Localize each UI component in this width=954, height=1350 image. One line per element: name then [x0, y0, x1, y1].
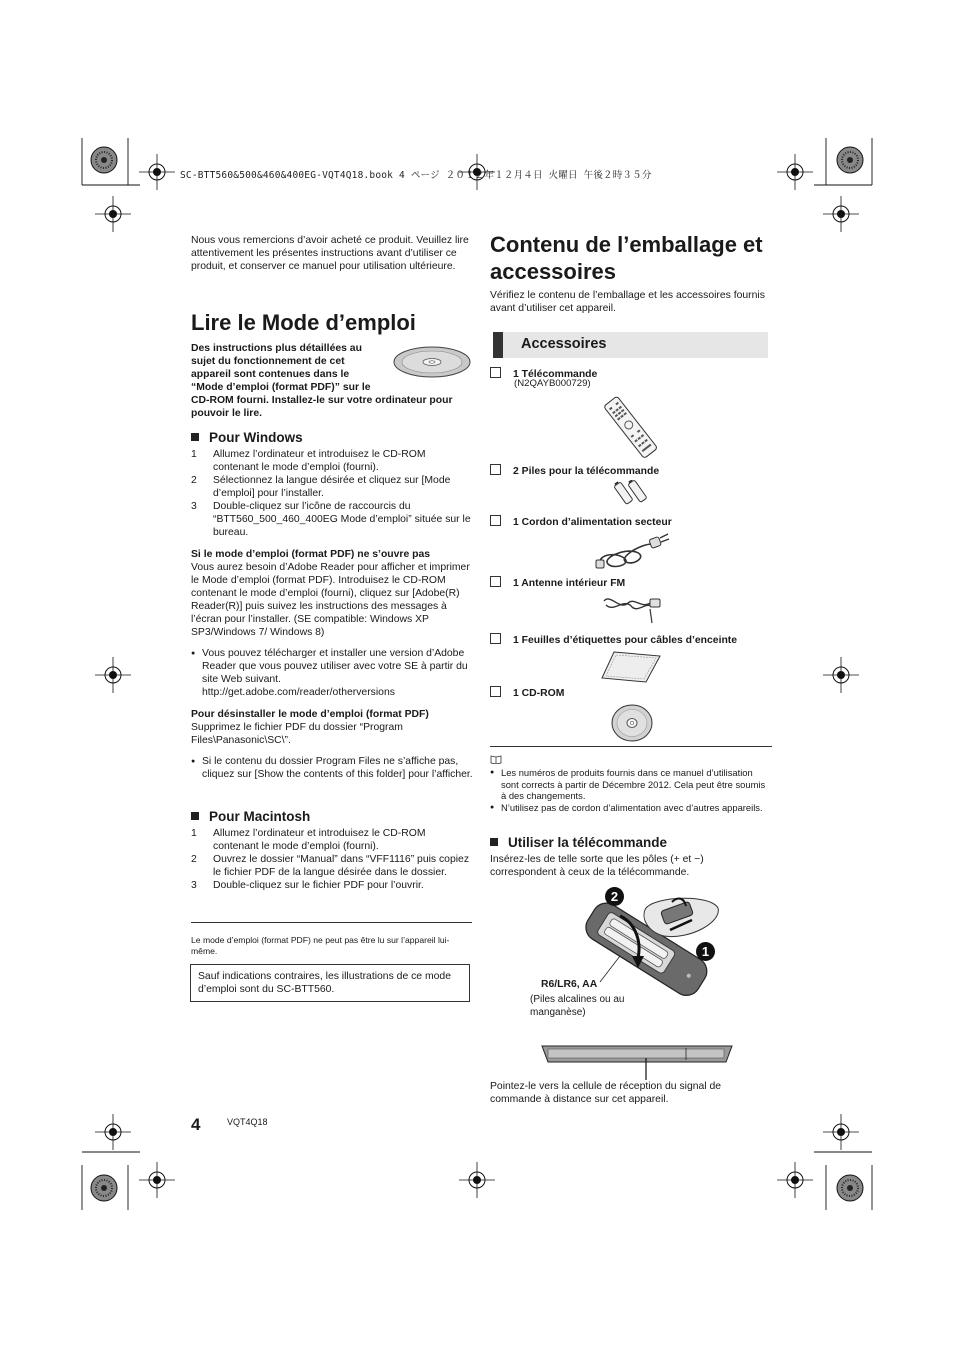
star-mark-tr [837, 147, 863, 173]
notes-divider [490, 746, 772, 747]
accessories-heading-bar [493, 332, 768, 358]
note-item: ● Les numéros de produits fournis dans ce manuel d’utilisation sont corrects à partir de Décembre 2012. Cela peut être soumis à des changements. [490, 767, 772, 802]
square-bullet-icon [191, 812, 199, 820]
note-box [190, 964, 470, 1002]
list-item: 3 Double-cliquez sur le fichier PDF pour l’ouvrir. [191, 880, 424, 891]
step-2-badge: 2 [605, 887, 624, 906]
footnote: Le mode d’emploi (format PDF) ne peut pas être lu sur l’appareil lui-même. [191, 934, 450, 957]
accessory-item-fm-antenna: 1 Antenne intérieur FM [490, 573, 625, 591]
intro-text: Nous vous remercions d’avoir acheté ce produit. Veuillez lire attentivement les présentes instructions avant d’utiliser ce produit, et conserver ce manuel pour utilisation ultérieure. [191, 235, 469, 272]
pdf-text: Vous aurez besoin d’Adobe Reader pour afficher et imprimer le Mode d’emploi (format PDF). Introduisez le CD-ROM contenant le mode d’emploi (fourni), cliquez sur [Adobe(R) Reader(R)] puis suivez les instructions des messages à l’écran pour l’installer. (SE compatible: Windows XP SP3/Windows 7/ Windows 8) [191, 562, 470, 638]
accessory-item-ac-cord: 1 Cordon d’alimentation secteur [490, 512, 672, 530]
list-item: 2 Sélectionnez la langue désirée et cliquez sur [Mode d’emploi] pour l’installer. [191, 475, 451, 499]
page-number: 4 [191, 1115, 201, 1134]
list-item: 1 Allumez l’ordinateur et introduisez le CD-ROM contenant le mode d’emploi (fourni). [191, 449, 426, 473]
folder-bullet: ● Si le contenu du dossier Program Files ne s’affiche pas, cliquez sur [Show the contents of this folder] pour l’afficher. [191, 755, 473, 781]
mac-heading: Pour Macintosh [191, 809, 473, 824]
cd-note: Des instructions plus détaillées au sujet du fonctionnement de cet appareil sont contenues dans le “Mode d’emploi (format PDF)” sur le CD-ROM fourni. Installez-le sur votre ordinateur pour pouvoir le lire. [191, 342, 471, 420]
accessories-heading: Accessoires [521, 336, 607, 352]
star-mark-br [837, 1175, 863, 1201]
checkbox-icon [490, 515, 501, 526]
right-intro: Vérifiez le contenu de l’emballage et les accessoires fournis avant d’utiliser cet appareil. [490, 290, 765, 314]
file-info-header: SC-BTT560&500&460&400EG-VQT4Q18.book 4 ページ ２０１２年１２月４日 火曜日 午後２時３５分 [180, 170, 652, 181]
accessory-item-cd-rom: 1 CD-ROM [490, 683, 564, 701]
power-cord-icon [594, 530, 674, 572]
list-item: 3 Double-cliquez sur l’icône de raccourcis du “BTT560_500_460_400EG Mode d’emploi” située sur le bureau. [191, 501, 471, 538]
star-mark-tl [91, 147, 117, 173]
checkbox-icon [490, 367, 501, 378]
windows-steps [191, 448, 473, 539]
square-bullet-icon [191, 433, 199, 441]
remote-control-icon [598, 396, 664, 458]
notes-list [490, 767, 772, 813]
batteries-icon [614, 480, 650, 506]
adobe-bullet: ● Vous pouvez télécharger et installer une version d’Adobe Reader que vous pouvez utiliser avec votre SE à partir du site Web suivant. http://get.adobe.com/reader/otherversions [191, 647, 473, 699]
battery-type-sub: (Piles alcalines ou au manganèse) [530, 994, 625, 1018]
note-item: ● N’utilisez pas de cordon d’alimentation avec d’autres appareils. [490, 802, 772, 814]
doc-code: VQT4Q18 [227, 1117, 268, 1127]
remote-use-heading: Utiliser la télécommande [490, 835, 667, 850]
accessory-item-batteries: 2 Piles pour la télécommande [490, 461, 659, 479]
right-title: Contenu de l’emballage et accessoires [490, 232, 763, 284]
label-sheet-icon [600, 650, 662, 684]
adobe-url: http://get.adobe.com/reader/otherversions [202, 687, 395, 698]
star-mark-bl [91, 1175, 117, 1201]
pdf-heading: Si le mode d’emploi (format PDF) ne s’ouvre pas [191, 549, 431, 560]
fm-antenna-icon [600, 591, 664, 627]
remote-use-text: Insérez-les de telle sorte que les pôles (+ et −) correspondent à ceux de la télécommande. [490, 854, 704, 878]
checkbox-icon [490, 464, 501, 475]
windows-section [191, 430, 473, 781]
book-note-icon [490, 754, 502, 764]
left-title: Lire le Mode d’emploi [191, 310, 416, 335]
checkbox-icon [490, 686, 501, 697]
cd-icon [392, 345, 472, 379]
step-1-badge: 1 [696, 942, 715, 961]
checkbox-icon [490, 633, 501, 644]
uninstall-text: Supprimez le fichier PDF du dossier “Program Files\Panasonic\SC\”. [191, 722, 403, 746]
accessory-item-remote: 1 Télécommande [490, 364, 597, 382]
footnote-divider [191, 922, 472, 923]
square-bullet-icon [490, 838, 498, 846]
mac-steps [191, 827, 473, 892]
list-item: 1 Allumez l’ordinateur et introduisez le CD-ROM contenant le mode d’emploi (fourni). [191, 828, 426, 852]
player-device-illustration [540, 1044, 734, 1082]
note-box-text: Sauf indications contraires, les illustrations de ce mode d’emploi sont du SC-BTT560. [198, 971, 451, 995]
list-item: 2 Ouvrez le dossier “Manual” dans “VFF1116” puis copiez le fichier PDF de la langue désirée dans le dossier. [191, 854, 470, 878]
heading-accent [493, 332, 503, 358]
remote-model: (N2QAYB000729) [514, 378, 591, 389]
accessory-item-labels: 1 Feuilles d’étiquettes pour câbles d’enceinte [490, 630, 737, 648]
battery-type-label: R6/LR6, AA [541, 979, 598, 990]
mac-section [191, 809, 473, 892]
uninstall-heading: Pour désinstaller le mode d’emploi (format PDF) [191, 709, 429, 720]
cd-rom-icon [610, 703, 654, 743]
point-text: Pointez-le vers la cellule de réception du signal de commande à distance sur cet appareil. [490, 1081, 722, 1105]
windows-heading: Pour Windows [191, 430, 473, 445]
checkbox-icon [490, 576, 501, 587]
